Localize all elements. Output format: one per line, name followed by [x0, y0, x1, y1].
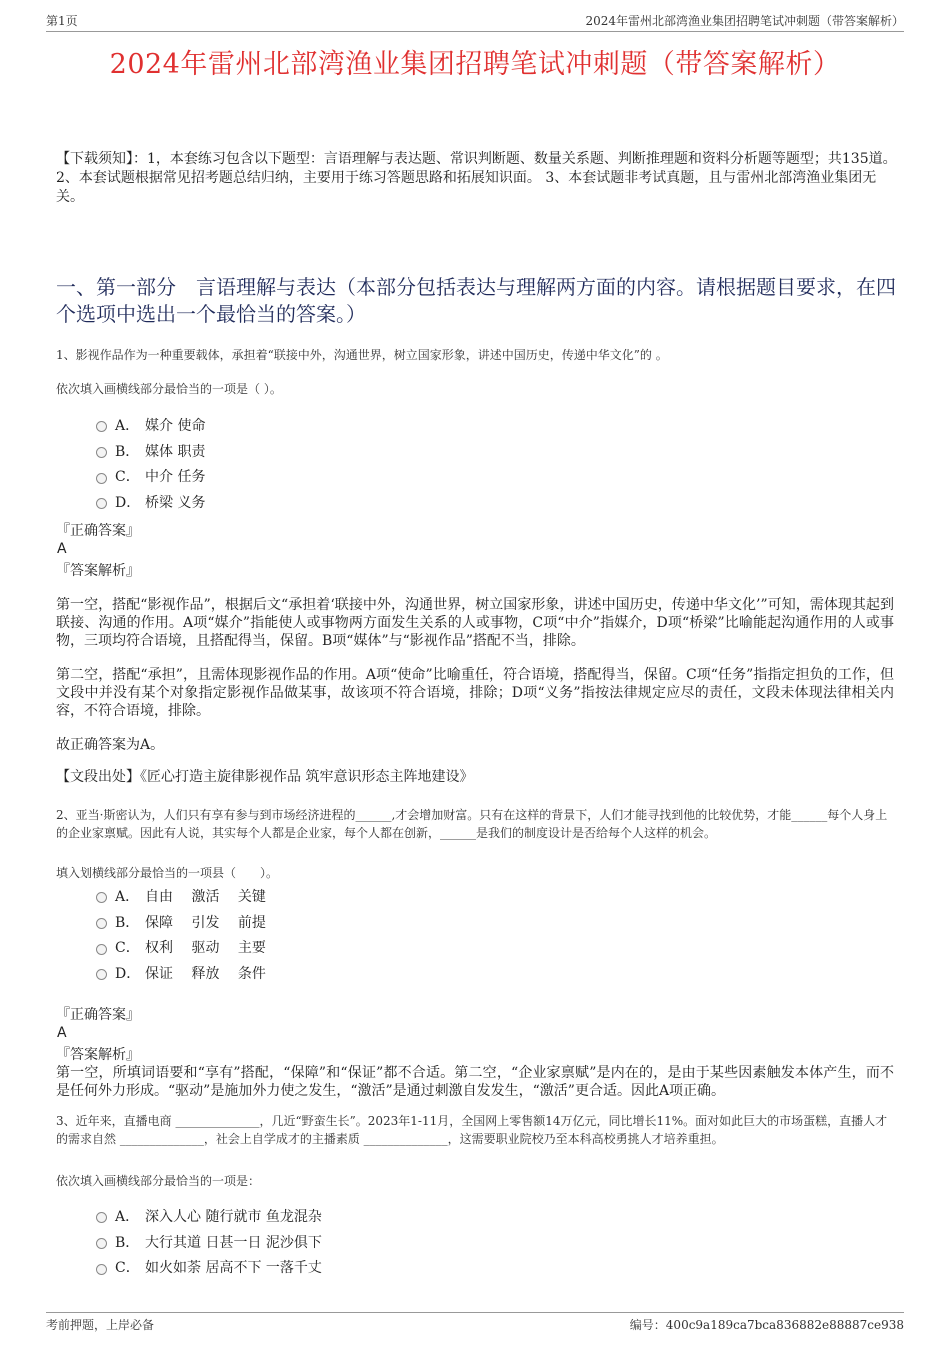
q1-option-c[interactable]: C． 中介 任务: [96, 463, 205, 489]
document-id: 编号：400c9a189ca7bca836882e88887ce938: [629, 1318, 904, 1332]
q1-analysis-conclusion: 故正确答案为A。: [56, 737, 165, 753]
q3-option-a[interactable]: A． 深入人心 随行就市 鱼龙混杂: [96, 1203, 322, 1229]
q2-stem: 2、亚当·斯密认为，人们只有享有参与到市场经济进程的______,才会增加财富。只有在这样的背景下，人们才能寻找到他的比较优势，才能______每个人身上的企业家禀赋。因此有人说，其实每个人都是企业家，每个人都在创新，______是我们的制度设计是否给每个人这样的机会。: [56, 808, 888, 840]
q2-prompt: 填入划横线部分最恰当的一项县（ ）。: [56, 866, 279, 880]
download-notice: 【下载须知】：1，本套练习包含以下题型：言语理解与表达题、常识判断题、数量关系题、判断推理题和资料分析题等题型；共135道。 2、本套试题根据常见招考题总结归纳，主要用于练习答题思路和拓展知识面。 3、本套试题非考试真题，且与雷州北部湾渔业集团无关。: [56, 151, 897, 205]
footer-slogan: 考前押题，上岸必备: [46, 1318, 155, 1332]
q2-correct-answer-label: 『正确答案』: [56, 1007, 140, 1023]
radio-icon[interactable]: [96, 421, 107, 432]
radio-icon[interactable]: [96, 918, 107, 929]
q1-stem: 1、影视作品作为一种重要载体，承担着“联接中外，沟通世界，树立国家形象，讲述中国历史，传递中华文化”的 。: [56, 348, 668, 362]
q1-option-a[interactable]: A． 媒介 使命: [96, 412, 205, 438]
radio-icon[interactable]: [96, 498, 107, 509]
q2-options: [96, 883, 266, 986]
q2-analysis-label: 『答案解析』: [56, 1047, 140, 1063]
q1-analysis-label: 『答案解析』: [56, 563, 140, 579]
radio-icon[interactable]: [96, 1212, 107, 1223]
page-header: [0, 0, 950, 30]
q2-option-d[interactable]: D． 保证 释放 条件: [96, 960, 266, 986]
radio-icon[interactable]: [96, 447, 107, 458]
q1-option-d[interactable]: D． 桥梁 义务: [96, 489, 205, 515]
q1-analysis-paragraph-1: 第一空，搭配“影视作品”，根据后文“承担着‘联接中外，沟通世界，树立国家形象，讲述中国历史，传递中华文化’”可知，需体现其起到联接、沟通的作用。A项“媒介”指能使人或事物两方面发生关系的人或事物，C项“中介”指媒介，D项“桥梁”比喻能起沟通作用的人或事物，三项均符合语境，且搭配得当，保留。B项“媒体”与“影视作品”搭配不当，排除。: [56, 597, 894, 649]
q3-option-c[interactable]: C． 如火如荼 居高不下 一落千丈: [96, 1254, 322, 1280]
q2-analysis: 第一空，所填词语要和“享有”搭配，“保障”和“保证”都不合适。第二空，“企业家禀赋”是内在的，是由于某些因素触发本体产生，而不是任何外力形成。“驱动”是施加外力使之发生，“激活”是通过刺激自发发生，“激活”更合适。因此A项正确。: [56, 1065, 894, 1099]
header-doc-title: 2024年雷州北部湾渔业集团招聘笔试冲刺题（带答案解析）: [585, 14, 904, 28]
footer-divider: [46, 1312, 904, 1313]
page-number: 第1页: [46, 14, 78, 28]
document-title: 2024年雷州北部湾渔业集团招聘笔试冲刺题（带答案解析）: [109, 49, 841, 80]
radio-icon[interactable]: [96, 969, 107, 980]
q1-source: 【文段出处】《匠心打造主旋律影视作品 筑牢意识形态主阵地建设》: [56, 769, 474, 785]
header-divider: [46, 31, 904, 32]
q2-option-b[interactable]: B． 保障 引发 前提: [96, 909, 266, 935]
q3-option-b[interactable]: B． 大行其道 日甚一日 泥沙俱下: [96, 1229, 322, 1255]
q1-answer: A: [57, 541, 67, 557]
q3-stem: 3、近年来，直播电商 ______________，几近“野蛮生长”。2023年1-11月，全国网上零售额14万亿元，同比增长11%。面对如此巨大的市场蛋糕，直播人才的需求自然 ______________，社会上自学成才的主播素质 ______________，这需要职业院校乃至本科高校勇挑人才培养重担。: [56, 1114, 888, 1146]
q1-analysis-paragraph-2: 第二空，搭配“承担”，且需体现影视作品的作用。A项“使命”比喻重任，符合语境，搭配得当，保留。C项“任务”指指定担负的工作，但文段中并没有某个对象指定影视作品做某事，故该项不符合语境，排除；D项“义务”指按法律规定应尽的责任，文段未体现法律相关内容，不符合语境，排除。: [56, 667, 894, 719]
q1-correct-answer-label: 『正确答案』: [56, 523, 140, 539]
radio-icon[interactable]: [96, 1238, 107, 1249]
q2-answer: A: [57, 1025, 67, 1041]
radio-icon[interactable]: [96, 473, 107, 484]
section-title: 一、第一部分 言语理解与表达（本部分包括表达与理解两方面的内容。请根据题目要求，在四个选项中选出一个最恰当的答案。）: [56, 275, 896, 326]
q2-option-a[interactable]: A． 自由 激活 关键: [96, 883, 266, 909]
q3-options: [96, 1203, 322, 1280]
q3-prompt: 依次填入画横线部分最恰当的一项是：: [56, 1174, 261, 1188]
page-footer: [46, 1312, 904, 1332]
q1-prompt: 依次填入画横线部分最恰当的一项是（ ）。: [56, 382, 282, 396]
radio-icon[interactable]: [96, 892, 107, 903]
radio-icon[interactable]: [96, 944, 107, 955]
radio-icon[interactable]: [96, 1264, 107, 1275]
q1-option-b[interactable]: B． 媒体 职责: [96, 438, 205, 464]
q1-options: [96, 412, 205, 515]
q2-option-c[interactable]: C． 权利 驱动 主要: [96, 934, 266, 960]
